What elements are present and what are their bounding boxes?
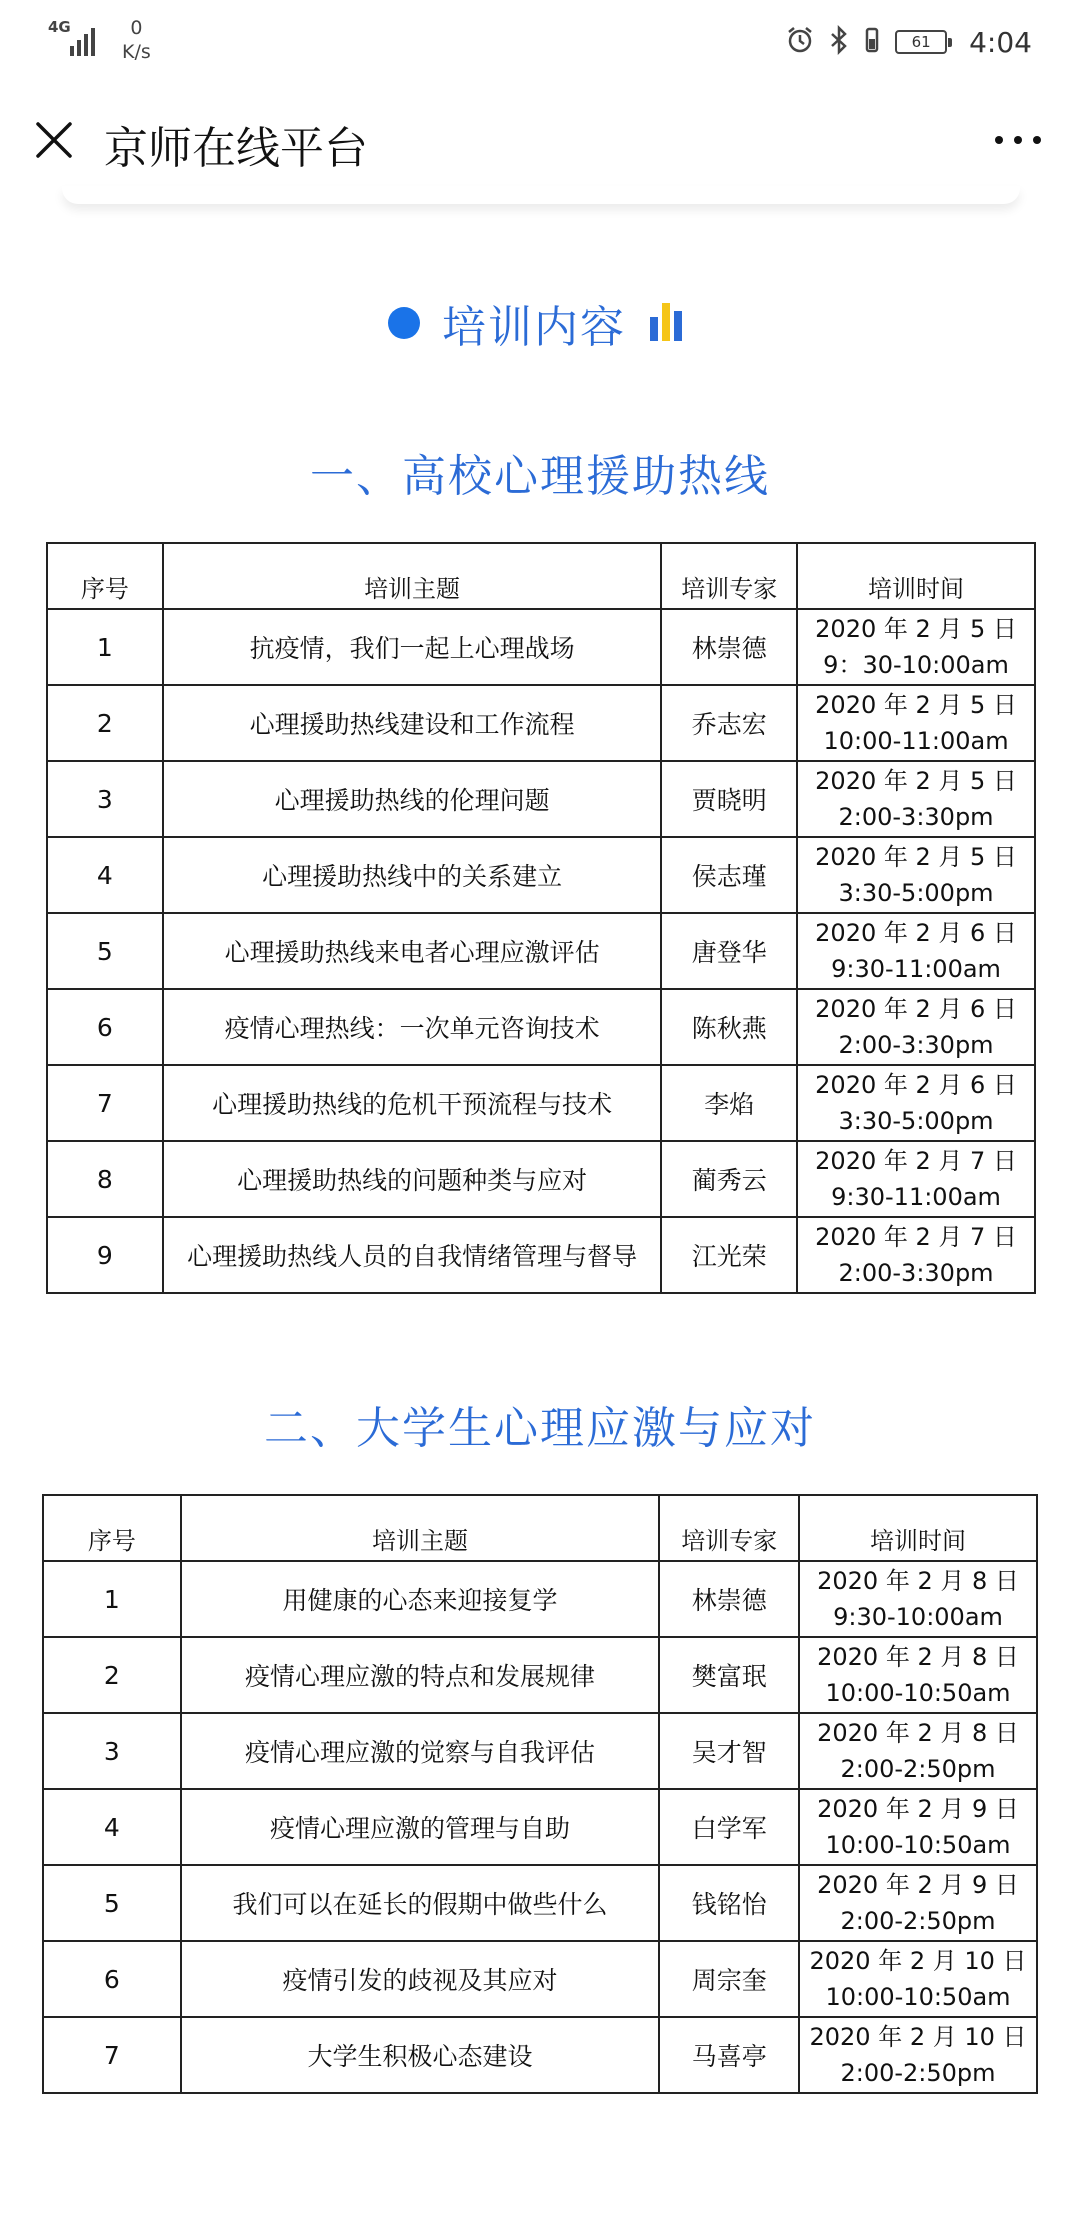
cell-no: 6 [43,1941,181,2017]
cell-hours: 9:30-11:00am [831,955,1001,983]
header-expert: 培训专家 [659,1495,799,1561]
table-row [47,1065,1035,1141]
table1-title: 一、高校心理援助热线 [310,451,770,502]
cell-no: 9 [47,1217,163,1293]
cell-topic: 心理援助热线人员的自我情绪管理与督导 [163,1217,662,1293]
section-title: 培训内容 [442,302,626,353]
table2 [42,1494,1038,2094]
table-header-row [43,1495,1037,1561]
cell-date: 2020 年 2 月 5 日 [815,691,1017,719]
cell-time [797,1141,1035,1217]
cell-expert: 钱铭怡 [659,1865,799,1941]
cell-hours: 2:00-2:50pm [840,2059,996,2087]
status-left [48,16,151,72]
cell-topic: 用健康的心态来迎接复学 [181,1561,660,1637]
cell-hours: 2:00-3:30pm [838,803,994,831]
bar-chart-icon [648,299,692,347]
cell-expert: 樊富珉 [659,1637,799,1713]
table1 [46,542,1036,1294]
alarm-icon [785,25,815,59]
cell-no: 2 [43,1637,181,1713]
cell-date: 2020 年 2 月 8 日 [817,1719,1019,1747]
close-icon [34,120,74,160]
cell-expert: 侯志瑾 [661,837,797,913]
cell-no: 3 [47,761,163,837]
header-time: 培训时间 [799,1495,1037,1561]
signal-icon [48,16,104,56]
cell-date: 2020 年 2 月 6 日 [815,1071,1017,1099]
table2-title: 二、大学生心理应激与应对 [264,1403,816,1454]
cell-hours: 10:00-10:50am [825,1983,1011,2011]
table-row [47,1217,1035,1293]
cell-time [799,1713,1037,1789]
cell-time [799,1789,1037,1865]
cell-hours: 3:30-5:00pm [838,879,994,907]
cell-hours: 2:00-2:50pm [840,1907,996,1935]
cell-topic: 疫情引发的歧视及其应对 [181,1941,660,2017]
more-icon [993,134,1043,146]
section-header [0,288,1080,358]
table-row [47,761,1035,837]
cell-topic: 大学生积极心态建设 [181,2017,660,2093]
status-bar [0,0,1080,84]
battery-icon [895,30,947,54]
cell-time [799,1561,1037,1637]
status-right [785,20,1032,64]
cell-no: 3 [43,1713,181,1789]
cell-hours: 10:00-10:50am [825,1831,1011,1859]
cell-no: 8 [47,1141,163,1217]
network-type: 4G [48,18,71,36]
cell-topic: 心理援助热线中的关系建立 [163,837,662,913]
table-row [43,1561,1037,1637]
cell-no: 6 [47,989,163,1065]
header-topic: 培训主题 [163,543,662,609]
bullet-dot-icon [388,307,420,339]
status-time: 4:04 [969,25,1032,59]
table-header-row [47,543,1035,609]
table-row [43,1713,1037,1789]
cell-expert: 林崇德 [661,609,797,685]
cell-date: 2020 年 2 月 6 日 [815,919,1017,947]
card-edge [62,186,1020,204]
network-speed [122,16,151,64]
cell-time [799,2017,1037,2093]
table-row [43,2017,1037,2093]
cell-expert: 马喜亭 [659,2017,799,2093]
table-row [47,837,1035,913]
cell-time [799,1941,1037,2017]
cell-time [797,1217,1035,1293]
cell-expert: 唐登华 [661,913,797,989]
cell-no: 7 [43,2017,181,2093]
header-topic: 培训主题 [181,1495,660,1561]
cell-no: 5 [43,1865,181,1941]
cell-expert: 白学军 [659,1789,799,1865]
cell-no: 4 [47,837,163,913]
signal-bars [70,28,95,56]
table-row [47,609,1035,685]
cell-date: 2020 年 2 月 6 日 [815,995,1017,1023]
cell-time [797,761,1035,837]
header-no: 序号 [43,1495,181,1561]
cell-time [797,685,1035,761]
cell-hours: 9：30-10:00am [823,651,1009,679]
page-title: 京师在线平台 [104,123,368,174]
cell-time [799,1865,1037,1941]
cell-no: 7 [47,1065,163,1141]
cell-no: 4 [43,1789,181,1865]
cell-expert: 吴才智 [659,1713,799,1789]
cell-topic: 抗疫情，我们一起上心理战场 [163,609,662,685]
cell-date: 2020 年 2 月 10 日 [809,1947,1027,1975]
cell-expert: 周宗奎 [659,1941,799,2017]
cell-time [797,913,1035,989]
cell-date: 2020 年 2 月 9 日 [817,1871,1019,1899]
cell-date: 2020 年 2 月 5 日 [815,615,1017,643]
cell-topic: 我们可以在延长的假期中做些什么 [181,1865,660,1941]
cell-expert: 陈秋燕 [661,989,797,1065]
cell-no: 5 [47,913,163,989]
close-button[interactable] [28,114,80,166]
cell-hours: 3:30-5:00pm [838,1107,994,1135]
cell-hours: 2:00-3:30pm [838,1031,994,1059]
cell-topic: 疫情心理应激的管理与自助 [181,1789,660,1865]
cell-expert: 江光荣 [661,1217,797,1293]
table-row [43,1865,1037,1941]
cell-date: 2020 年 2 月 8 日 [817,1567,1019,1595]
table-row [47,913,1035,989]
cell-date: 2020 年 2 月 7 日 [815,1223,1017,1251]
cell-expert: 贾晓明 [661,761,797,837]
cell-time [797,989,1035,1065]
cell-time [797,1065,1035,1141]
more-button[interactable] [988,118,1048,162]
battery-level: 61 [911,33,931,51]
header-no: 序号 [47,543,163,609]
cell-date: 2020 年 2 月 5 日 [815,767,1017,795]
cell-expert: 乔志宏 [661,685,797,761]
cell-date: 2020 年 2 月 7 日 [815,1147,1017,1175]
cell-date: 2020 年 2 月 10 日 [809,2023,1027,2051]
bluetooth-icon [829,25,849,59]
cell-topic: 疫情心理热线：一次单元咨询技术 [163,989,662,1065]
cell-expert: 林崇德 [659,1561,799,1637]
table-row [43,1637,1037,1713]
table-row [47,1141,1035,1217]
table-row [47,685,1035,761]
cell-no: 1 [43,1561,181,1637]
cell-time [797,609,1035,685]
cell-topic: 疫情心理应激的特点和发展规律 [181,1637,660,1713]
cell-time [799,1637,1037,1713]
cell-topic: 心理援助热线的危机干预流程与技术 [163,1065,662,1141]
cell-date: 2020 年 2 月 5 日 [815,843,1017,871]
cell-hours: 2:00-3:30pm [838,1259,994,1287]
cell-expert: 李焰 [661,1065,797,1141]
vibrate-icon [863,25,881,59]
table-row [47,989,1035,1065]
cell-no: 1 [47,609,163,685]
cell-hours: 9:30-11:00am [831,1183,1001,1211]
cell-topic: 心理援助热线来电者心理应激评估 [163,913,662,989]
table-row [43,1789,1037,1865]
cell-date: 2020 年 2 月 9 日 [817,1795,1019,1823]
cell-expert: 蔺秀云 [661,1141,797,1217]
cell-topic: 心理援助热线的伦理问题 [163,761,662,837]
cell-hours: 9:30-10:00am [833,1603,1003,1631]
cell-topic: 心理援助热线的问题种类与应对 [163,1141,662,1217]
cell-time [797,837,1035,913]
cell-hours: 10:00-10:50am [825,1679,1011,1707]
cell-hours: 2:00-2:50pm [840,1755,996,1783]
cell-date: 2020 年 2 月 8 日 [817,1643,1019,1671]
header-expert: 培训专家 [661,543,797,609]
cell-topic: 疫情心理应激的觉察与自我评估 [181,1713,660,1789]
table-row [43,1941,1037,2017]
header-time: 培训时间 [797,543,1035,609]
cell-hours: 10:00-11:00am [823,727,1009,755]
cell-topic: 心理援助热线建设和工作流程 [163,685,662,761]
speed-value: 0 [130,17,143,39]
speed-unit: K/s [122,41,151,63]
cell-no: 2 [47,685,163,761]
